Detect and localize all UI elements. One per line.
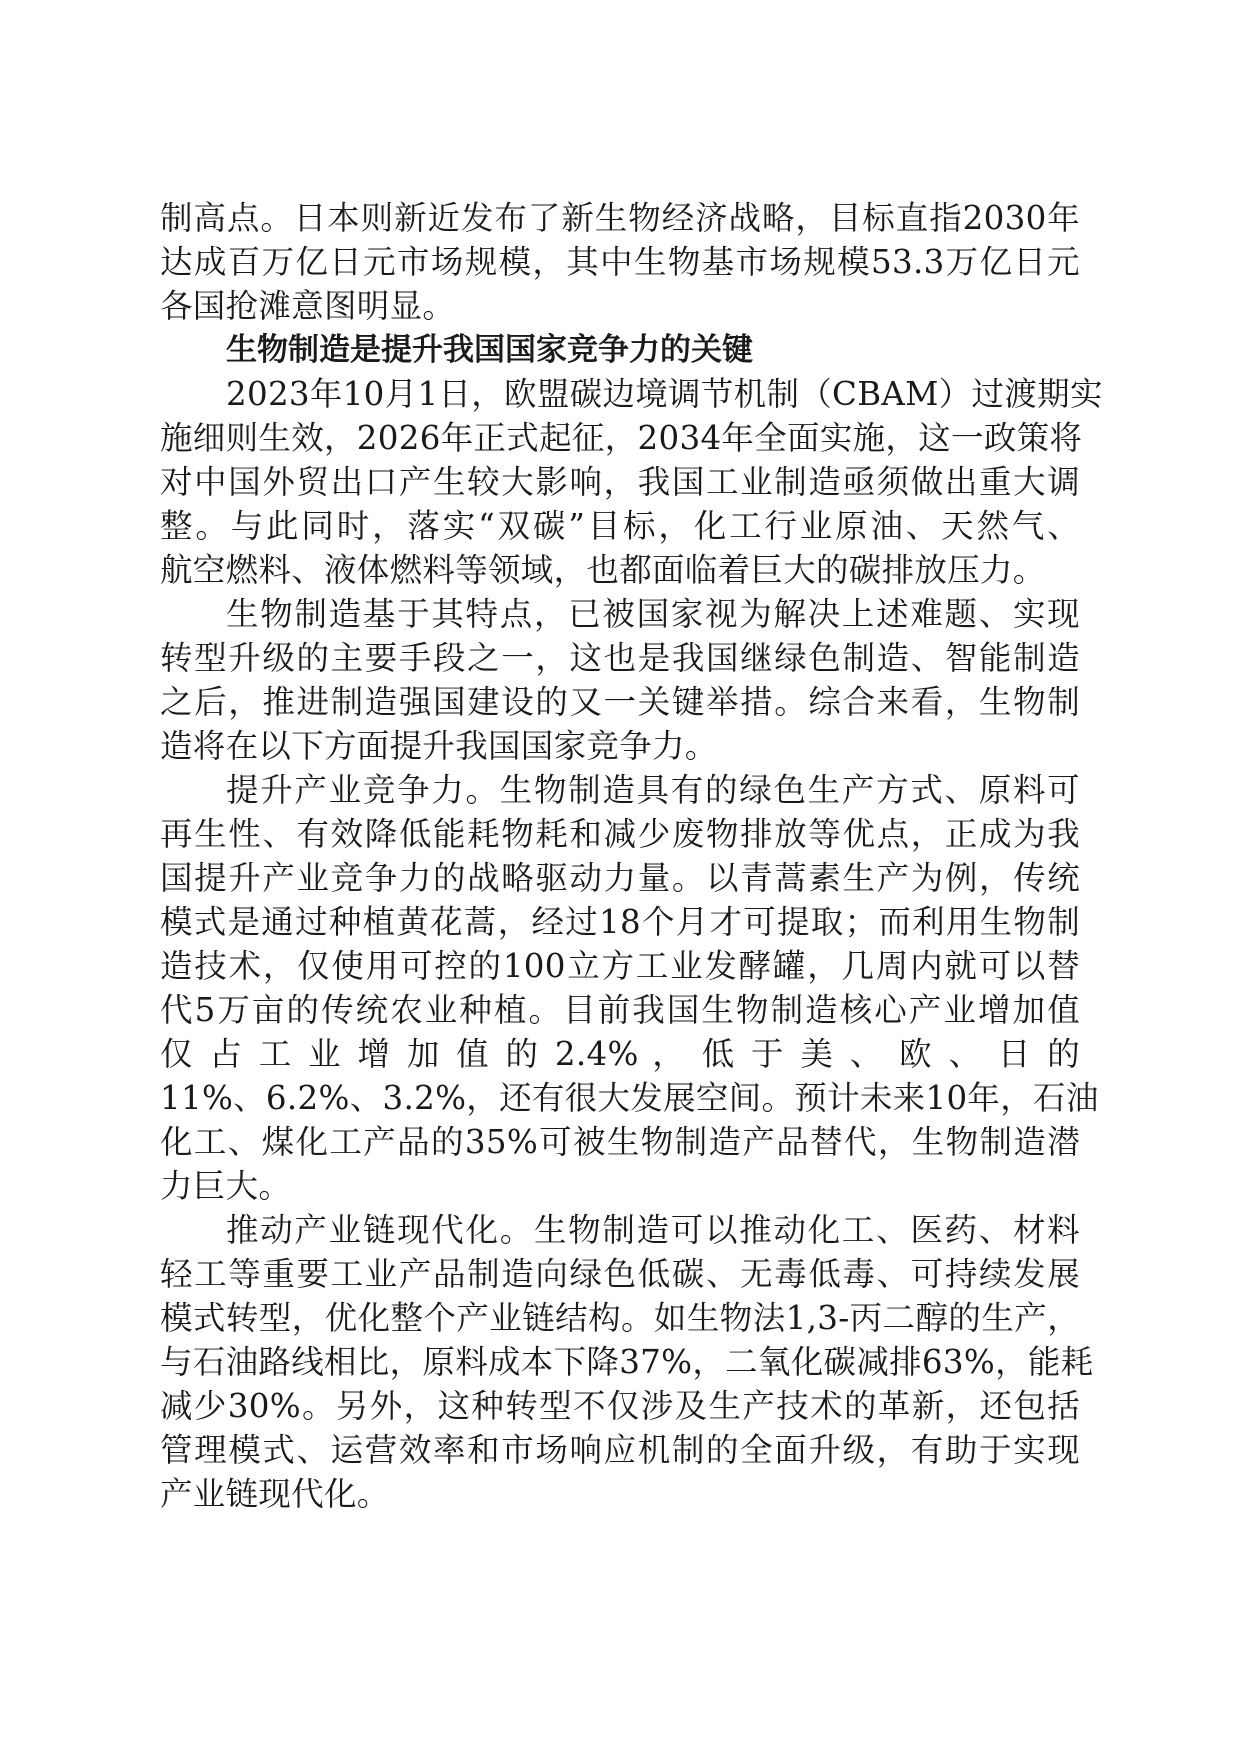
paragraph-competitiveness xyxy=(160,768,1099,1208)
text-line: 轻工等重要工业产品制造向绿色低碳、无毒低毒、可持续发展 xyxy=(160,1255,1080,1293)
text-line: 模式是通过种植黄花蒿，经过18个月才可提取；而利用生物制 xyxy=(160,903,1080,941)
text-line: 之后，推进制造强国建设的又一关键举措。综合来看，生物制 xyxy=(160,683,1080,721)
paragraph-cbam xyxy=(160,372,1103,592)
text-line: 化工、煤化工产品的35%可被生物制造产品替代，生物制造潜 xyxy=(160,1123,1080,1161)
paragraph-chain xyxy=(160,1208,1094,1516)
text-line: 造技术，仅使用可控的100立方工业发酵罐，几周内就可以替 xyxy=(160,947,1080,985)
text-line: 提升产业竞争力。生物制造具有的绿色生产方式、原料可 xyxy=(226,771,1080,809)
text-line: 管理模式、运营效率和市场响应机制的全面升级，有助于实现 xyxy=(160,1431,1080,1469)
text-line: 制高点。日本则新近发布了新生物经济战略，目标直指2030年 xyxy=(160,199,1080,237)
document-page xyxy=(160,196,1103,1516)
text-line: 各国抢滩意图明显。 xyxy=(160,287,456,325)
text-line: 再生性、有效降低能耗物耗和减少废物排放等优点，正成为我 xyxy=(160,815,1080,853)
text-line: 施细则生效，2026年正式起征，2034年全面实施，这一政策将 xyxy=(160,419,1083,457)
text-line: 造将在以下方面提升我国国家竞争力。 xyxy=(160,727,718,765)
text-line: 对中国外贸出口产生较大影响，我国工业制造亟须做出重大调 xyxy=(160,463,1080,501)
text-line: 生物制造基于其特点，已被国家视为解决上述难题、实现 xyxy=(226,595,1080,633)
text-line: 航空燃料、液体燃料等领域，也都面临着巨大的碳排放压力。 xyxy=(160,551,1046,589)
text-line: 转型升级的主要手段之一，这也是我国继绿色制造、智能制造 xyxy=(160,639,1080,677)
text-line: 仅 占 工 业 增 加 值 的 2.4% ， 低 于 美 、 欧 、 日 的 xyxy=(160,1035,1080,1073)
text-line: 11%、6.2%、3.2%，还有很大发展空间。预计未来10年，石油 xyxy=(160,1079,1099,1117)
text-line: 2023年10月1日，欧盟碳边境调节机制（CBAM）过渡期实 xyxy=(226,375,1103,413)
text-line: 整。与此同时，落实“双碳”目标，化工行业原油、天然气、 xyxy=(160,507,1080,545)
section-heading: 生物制造是提升我国国家竞争力的关键 xyxy=(226,332,753,368)
text-line: 模式转型，优化整个产业链结构。如生物法1,3-丙二醇的生产， xyxy=(160,1299,1080,1337)
text-line: 力巨大。 xyxy=(160,1167,292,1205)
text-line: 代5万亩的传统农业种植。目前我国生物制造核心产业增加值 xyxy=(160,991,1080,1029)
text-line: 与石油路线相比，原料成本下降37%，二氧化碳减排63%，能耗 xyxy=(160,1343,1094,1381)
text-line: 减少30%。另外，这种转型不仅涉及生产技术的革新，还包括 xyxy=(160,1387,1080,1425)
text-line: 国提升产业竞争力的战略驱动力量。以青蒿素生产为例，传统 xyxy=(160,859,1080,897)
text-line: 达成百万亿日元市场规模，其中生物基市场规模53.3万亿日元 xyxy=(160,243,1080,281)
paragraph-intro xyxy=(160,196,1080,328)
paragraph-strategy xyxy=(160,592,1080,768)
text-line: 推动产业链现代化。生物制造可以推动化工、医药、材料 xyxy=(226,1211,1080,1249)
text-line: 产业链现代化。 xyxy=(160,1475,390,1513)
